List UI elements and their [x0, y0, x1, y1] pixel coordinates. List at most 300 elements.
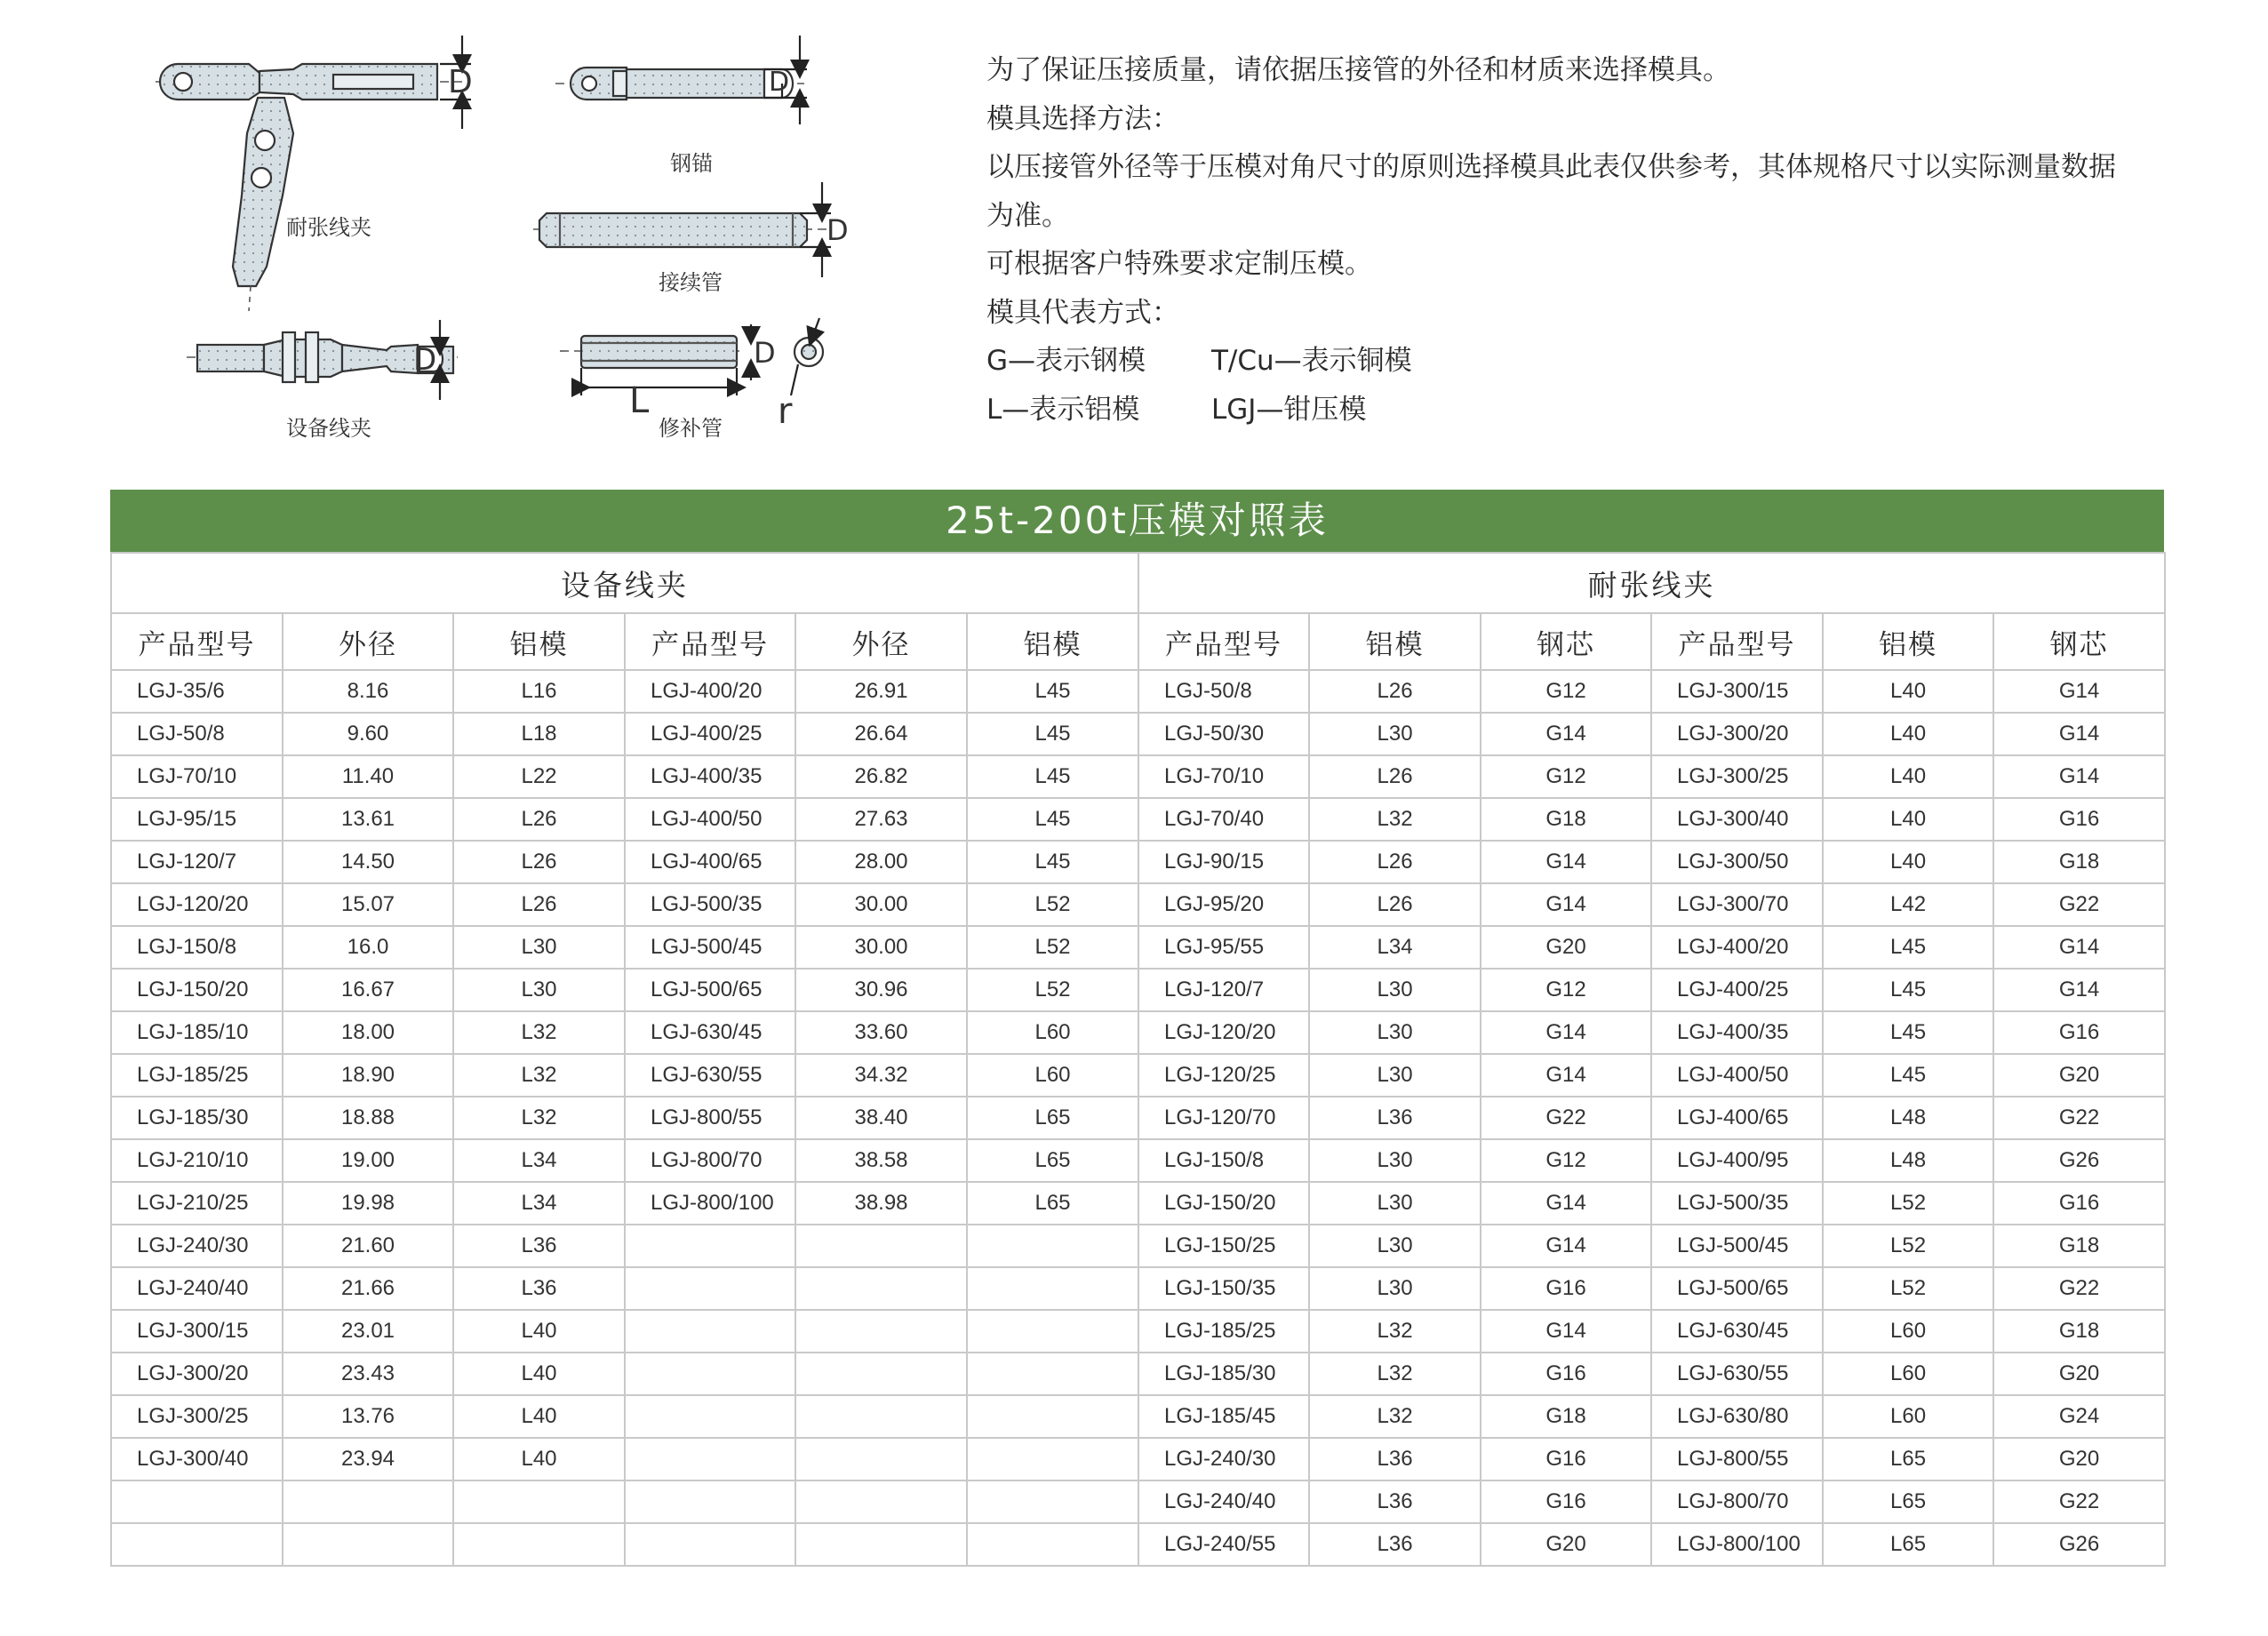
table-cell	[795, 1353, 967, 1395]
table-cell: L36	[1309, 1097, 1481, 1139]
data-table	[110, 552, 2166, 1567]
table-cell: 28.00	[795, 841, 967, 883]
table-cell: L36	[1309, 1438, 1481, 1480]
column-header-row	[111, 613, 2165, 670]
table-cell: L30	[1309, 1139, 1481, 1182]
table-cell: LGJ-800/100	[625, 1182, 795, 1225]
table-cell	[967, 1310, 1138, 1353]
table-cell: LGJ-400/25	[1651, 969, 1823, 1011]
table-cell: L52	[967, 926, 1138, 969]
table-cell: L30	[1309, 1267, 1481, 1310]
table-cell: L60	[1823, 1353, 1993, 1395]
column-header: 产品型号	[1138, 613, 1309, 670]
table-cell: L60	[1823, 1395, 1993, 1438]
table-row	[111, 1182, 2165, 1225]
table-cell: L32	[453, 1011, 625, 1054]
table-cell: LGJ-400/95	[1651, 1139, 1823, 1182]
repair-tube-drawing	[560, 318, 823, 395]
table-cell: L30	[1309, 1054, 1481, 1097]
table-cell: LGJ-500/65	[1651, 1267, 1823, 1310]
table-cell: L16	[453, 670, 625, 713]
table-cell: LGJ-500/45	[625, 926, 795, 969]
table-cell	[967, 1353, 1138, 1395]
splice-tube-caption: 接续管	[659, 270, 723, 295]
table-cell: LGJ-185/30	[1138, 1353, 1309, 1395]
splice-tube-drawing	[533, 182, 831, 277]
table-cell: G12	[1481, 670, 1651, 713]
table-cell: L48	[1823, 1097, 1993, 1139]
column-header: 产品型号	[625, 613, 795, 670]
table-cell: 21.66	[283, 1267, 453, 1310]
table-cell: L30	[1309, 969, 1481, 1011]
table-cell	[967, 1438, 1138, 1480]
table-cell: 23.94	[283, 1438, 453, 1480]
table-cell: L40	[1823, 755, 1993, 798]
table-cell: L30	[1309, 1011, 1481, 1054]
table-cell: LGJ-300/15	[111, 1310, 283, 1353]
table-cell: G20	[1993, 1054, 2165, 1097]
table-cell: LGJ-185/10	[111, 1011, 283, 1054]
table-cell	[111, 1480, 283, 1523]
table-cell: G12	[1481, 755, 1651, 798]
table-cell: 30.96	[795, 969, 967, 1011]
group-strain-clamp: 耐张线夹	[1138, 553, 2165, 613]
code-clamp-die: LGJ—钳压模	[1211, 393, 1367, 426]
steel-anchor-caption: 钢锚	[670, 151, 713, 176]
table-cell	[453, 1480, 625, 1523]
table-cell: G18	[1481, 1395, 1651, 1438]
table-cell: 14.50	[283, 841, 453, 883]
table-cell: LGJ-95/15	[111, 798, 283, 841]
table-cell: L26	[1309, 883, 1481, 926]
table-row	[111, 713, 2165, 755]
table-row	[111, 1480, 2165, 1523]
table-cell: LGJ-400/35	[625, 755, 795, 798]
table-cell: LGJ-300/70	[1651, 883, 1823, 926]
column-header: 铝模	[453, 613, 625, 670]
table-cell	[625, 1395, 795, 1438]
repair-l-label: L	[629, 380, 650, 421]
table-cell: G16	[1481, 1480, 1651, 1523]
table-title: 25t-200t压模对照表	[110, 490, 2164, 552]
table-cell: 18.90	[283, 1054, 453, 1097]
table-cell: LGJ-400/65	[625, 841, 795, 883]
table-cell: 15.07	[283, 883, 453, 926]
table-cell: L45	[1823, 1011, 1993, 1054]
table-cell: 33.60	[795, 1011, 967, 1054]
table-cell: L22	[453, 755, 625, 798]
table-cell: LGJ-630/45	[625, 1011, 795, 1054]
table-cell: G20	[1481, 1523, 1651, 1566]
note-line-codes-1	[986, 337, 2177, 386]
table-cell: L40	[1823, 841, 1993, 883]
table-cell: G22	[1993, 1480, 2165, 1523]
table-cell: G14	[1481, 1310, 1651, 1353]
code-steel-die: G—表示钢模	[986, 345, 1146, 377]
anchor-d-label: D	[769, 67, 790, 98]
table-cell: L45	[1823, 969, 1993, 1011]
table-cell: 23.43	[283, 1353, 453, 1395]
table-row	[111, 1267, 2165, 1310]
table-cell: LGJ-185/30	[111, 1097, 283, 1139]
code-copper-die: T/Cu—表示铜模	[1211, 345, 1412, 377]
table-cell: L45	[1823, 1054, 1993, 1097]
table-cell: L26	[1309, 670, 1481, 713]
table-cell: G14	[1993, 969, 2165, 1011]
table-cell: L60	[1823, 1310, 1993, 1353]
table-cell: 27.63	[795, 798, 967, 841]
column-header: 产品型号	[111, 613, 283, 670]
table-cell: LGJ-300/15	[1651, 670, 1823, 713]
table-cell: L36	[453, 1225, 625, 1267]
table-cell: LGJ-300/25	[1651, 755, 1823, 798]
table-cell: 18.00	[283, 1011, 453, 1054]
table-cell: G20	[1481, 926, 1651, 969]
table-cell: 19.98	[283, 1182, 453, 1225]
table-cell	[795, 1480, 967, 1523]
table-cell	[283, 1523, 453, 1566]
table-cell: 38.98	[795, 1182, 967, 1225]
table-cell: LGJ-150/8	[111, 926, 283, 969]
table-cell: L30	[453, 926, 625, 969]
table-cell: L65	[967, 1182, 1138, 1225]
table-cell: L32	[453, 1054, 625, 1097]
table-cell: L52	[967, 883, 1138, 926]
table-cell	[625, 1267, 795, 1310]
strain-clamp-d-label: D	[448, 64, 473, 100]
table-cell: LGJ-120/25	[1138, 1054, 1309, 1097]
table-row	[111, 1395, 2165, 1438]
table-cell: 21.60	[283, 1225, 453, 1267]
table-row	[111, 926, 2165, 969]
table-cell: L40	[453, 1395, 625, 1438]
table-cell: LGJ-240/30	[111, 1225, 283, 1267]
table-cell: LGJ-120/20	[1138, 1011, 1309, 1054]
table-cell: LGJ-150/25	[1138, 1225, 1309, 1267]
table-cell: LGJ-70/40	[1138, 798, 1309, 841]
table-cell: G14	[1481, 883, 1651, 926]
table-cell	[453, 1523, 625, 1566]
table-cell: L32	[1309, 798, 1481, 841]
table-cell: 30.00	[795, 926, 967, 969]
table-cell: LGJ-185/25	[111, 1054, 283, 1097]
table-cell: G20	[1993, 1438, 2165, 1480]
table-row	[111, 1310, 2165, 1353]
equipment-d-label: D	[413, 342, 437, 378]
table-cell: L45	[967, 670, 1138, 713]
table-cell: LGJ-630/45	[1651, 1310, 1823, 1353]
table-cell: L40	[453, 1438, 625, 1480]
table-cell: G18	[1993, 1225, 2165, 1267]
note-line-code-heading: 模具代表方式：	[986, 296, 1179, 329]
table-cell: L45	[967, 798, 1138, 841]
equipment-clamp-caption: 设备线夹	[286, 416, 371, 441]
column-header: 钢芯	[1481, 613, 1651, 670]
table-cell: L26	[453, 798, 625, 841]
table-cell: L36	[1309, 1523, 1481, 1566]
table-cell: L36	[1309, 1480, 1481, 1523]
table-cell: 8.16	[283, 670, 453, 713]
column-header: 产品型号	[1651, 613, 1823, 670]
table-cell: 13.76	[283, 1395, 453, 1438]
table-cell: L65	[1823, 1480, 1993, 1523]
table-cell: LGJ-240/40	[111, 1267, 283, 1310]
table-cell	[625, 1438, 795, 1480]
table-row	[111, 755, 2165, 798]
table-cell: LGJ-120/7	[111, 841, 283, 883]
column-header: 铝模	[967, 613, 1138, 670]
note-line-method-cont: 为准。	[986, 199, 1069, 232]
table-cell	[795, 1267, 967, 1310]
table-cell: L32	[1309, 1353, 1481, 1395]
table-cell: L45	[967, 713, 1138, 755]
table-cell: G18	[1993, 1310, 2165, 1353]
table-cell: LGJ-630/55	[625, 1054, 795, 1097]
table-cell: G14	[1481, 1011, 1651, 1054]
table-cell: G16	[1993, 1182, 2165, 1225]
note-line-custom: 可根据客户特殊要求定制压模。	[986, 248, 1372, 280]
table-cell: L18	[453, 713, 625, 755]
table-cell	[625, 1480, 795, 1523]
repair-r-label: r	[778, 391, 793, 432]
table-cell: LGJ-240/40	[1138, 1480, 1309, 1523]
column-header: 钢芯	[1993, 613, 2165, 670]
table-cell: G14	[1993, 926, 2165, 969]
table-cell: LGJ-70/10	[1138, 755, 1309, 798]
table-cell: L65	[967, 1097, 1138, 1139]
table-cell: G26	[1993, 1523, 2165, 1566]
table-cell: LGJ-500/45	[1651, 1225, 1823, 1267]
table-cell: 16.67	[283, 969, 453, 1011]
table-cell: L26	[1309, 755, 1481, 798]
table-cell: G14	[1481, 841, 1651, 883]
table-cell: LGJ-150/35	[1138, 1267, 1309, 1310]
table-cell: L60	[967, 1054, 1138, 1097]
table-cell: L52	[1823, 1182, 1993, 1225]
table-row	[111, 1438, 2165, 1480]
table-row	[111, 883, 2165, 926]
code-aluminum-die: L—表示铝模	[986, 393, 1140, 426]
table-cell: LGJ-90/15	[1138, 841, 1309, 883]
table-cell: 26.91	[795, 670, 967, 713]
table-cell: LGJ-400/20	[625, 670, 795, 713]
table-row	[111, 1097, 2165, 1139]
note-line-quality: 为了保证压接质量，请依据压接管的外径和材质来选择模具。	[986, 54, 1730, 86]
table-cell: G12	[1481, 969, 1651, 1011]
table-cell: L40	[1823, 713, 1993, 755]
table-cell: 34.32	[795, 1054, 967, 1097]
strain-clamp-caption: 耐张线夹	[286, 215, 371, 240]
table-cell: L30	[1309, 713, 1481, 755]
table-cell: L48	[1823, 1139, 1993, 1182]
table-cell: LGJ-800/55	[1651, 1438, 1823, 1480]
table-cell: LGJ-800/70	[1651, 1480, 1823, 1523]
table-cell: G14	[1993, 713, 2165, 755]
table-cell: LGJ-300/40	[1651, 798, 1823, 841]
note-line-codes-2	[986, 386, 2177, 435]
table-cell: 18.88	[283, 1097, 453, 1139]
table-row	[111, 841, 2165, 883]
splice-d-label: D	[827, 213, 849, 247]
table-cell: L40	[453, 1353, 625, 1395]
table-cell: L65	[1823, 1523, 1993, 1566]
table-cell	[625, 1225, 795, 1267]
table-cell: G18	[1481, 798, 1651, 841]
table-cell: 23.01	[283, 1310, 453, 1353]
table-cell: LGJ-150/20	[111, 969, 283, 1011]
note-line-method: 以压接管外径等于压模对角尺寸的原则选择模具此表仅供参考，其体规格尺寸以实际测量数据	[986, 151, 2116, 183]
table-cell: 30.00	[795, 883, 967, 926]
table-cell	[111, 1523, 283, 1566]
table-cell: L30	[453, 969, 625, 1011]
table-cell: LGJ-630/80	[1651, 1395, 1823, 1438]
table-cell: L45	[967, 841, 1138, 883]
column-header: 铝模	[1309, 613, 1481, 670]
table-cell	[967, 1225, 1138, 1267]
table-cell: LGJ-800/100	[1651, 1523, 1823, 1566]
table-cell: LGJ-95/55	[1138, 926, 1309, 969]
table-cell: L26	[453, 841, 625, 883]
table-cell: L30	[1309, 1225, 1481, 1267]
table-cell: G14	[1481, 1054, 1651, 1097]
table-cell: G22	[1993, 883, 2165, 926]
table-cell	[625, 1310, 795, 1353]
note-line-method-heading: 模具选择方法：	[986, 102, 1179, 135]
table-cell: L45	[967, 755, 1138, 798]
table-cell: 9.60	[283, 713, 453, 755]
table-cell: LGJ-185/25	[1138, 1310, 1309, 1353]
table-cell: L45	[1823, 926, 1993, 969]
table-cell: LGJ-800/55	[625, 1097, 795, 1139]
table-cell: LGJ-300/20	[111, 1353, 283, 1395]
table-cell: LGJ-800/70	[625, 1139, 795, 1182]
table-cell: L26	[453, 883, 625, 926]
table-cell: LGJ-500/35	[625, 883, 795, 926]
table-cell: G24	[1993, 1395, 2165, 1438]
table-cell: LGJ-400/65	[1651, 1097, 1823, 1139]
table-cell: L40	[1823, 798, 1993, 841]
table-cell: LGJ-240/30	[1138, 1438, 1309, 1480]
table-cell: 26.64	[795, 713, 967, 755]
table-cell: G14	[1481, 1225, 1651, 1267]
table-cell	[795, 1523, 967, 1566]
table-cell: G14	[1993, 670, 2165, 713]
table-cell: LGJ-210/10	[111, 1139, 283, 1182]
table-cell: LGJ-400/20	[1651, 926, 1823, 969]
table-cell: LGJ-50/8	[1138, 670, 1309, 713]
table-row	[111, 1139, 2165, 1182]
table-cell: LGJ-150/8	[1138, 1139, 1309, 1182]
table-cell: L65	[967, 1139, 1138, 1182]
table-cell: LGJ-300/25	[111, 1395, 283, 1438]
table-cell: LGJ-50/30	[1138, 713, 1309, 755]
table-cell: LGJ-185/45	[1138, 1395, 1309, 1438]
repair-d-label: D	[754, 336, 776, 370]
table-cell: L52	[1823, 1225, 1993, 1267]
table-row	[111, 1523, 2165, 1566]
table-cell: LGJ-70/10	[111, 755, 283, 798]
table-cell: L34	[1309, 926, 1481, 969]
table-row	[111, 1011, 2165, 1054]
table-cell: LGJ-300/40	[111, 1438, 283, 1480]
table-cell: LGJ-300/50	[1651, 841, 1823, 883]
table-cell: G22	[1993, 1097, 2165, 1139]
table-cell: L26	[1309, 841, 1481, 883]
column-header: 外径	[795, 613, 967, 670]
table-cell: LGJ-400/25	[625, 713, 795, 755]
die-comparison-table	[110, 490, 2164, 1567]
table-cell: LGJ-95/20	[1138, 883, 1309, 926]
table-cell	[283, 1480, 453, 1523]
table-cell: G16	[1481, 1353, 1651, 1395]
table-cell: LGJ-400/35	[1651, 1011, 1823, 1054]
table-cell: L52	[967, 969, 1138, 1011]
table-cell: 16.0	[283, 926, 453, 969]
column-header: 外径	[283, 613, 453, 670]
table-cell	[625, 1353, 795, 1395]
table-cell: L32	[1309, 1395, 1481, 1438]
table-cell	[795, 1395, 967, 1438]
group-equipment-clamp: 设备线夹	[111, 553, 1138, 613]
table-cell: 11.40	[283, 755, 453, 798]
table-body	[111, 670, 2165, 1566]
table-cell	[795, 1438, 967, 1480]
repair-tube-caption: 修补管	[659, 416, 723, 441]
table-cell: LGJ-120/20	[111, 883, 283, 926]
table-cell: 19.00	[283, 1139, 453, 1182]
table-cell: L60	[967, 1011, 1138, 1054]
table-cell: G16	[1481, 1438, 1651, 1480]
table-cell: 26.82	[795, 755, 967, 798]
selection-notes	[986, 46, 2177, 434]
table-cell	[967, 1395, 1138, 1438]
table-cell	[625, 1523, 795, 1566]
table-row	[111, 1353, 2165, 1395]
table-cell: L42	[1823, 883, 1993, 926]
table-cell: L32	[453, 1097, 625, 1139]
table-row	[111, 670, 2165, 713]
table-row	[111, 1225, 2165, 1267]
table-cell: G20	[1993, 1353, 2165, 1395]
table-cell: LGJ-630/55	[1651, 1353, 1823, 1395]
table-cell: LGJ-120/70	[1138, 1097, 1309, 1139]
table-cell: G22	[1481, 1097, 1651, 1139]
table-row	[111, 798, 2165, 841]
table-cell: G26	[1993, 1139, 2165, 1182]
fitting-diagrams	[0, 0, 942, 462]
table-cell: LGJ-35/6	[111, 670, 283, 713]
table-cell: LGJ-210/25	[111, 1182, 283, 1225]
table-cell: L34	[453, 1139, 625, 1182]
table-cell: L40	[453, 1310, 625, 1353]
table-row	[111, 1054, 2165, 1097]
table-row	[111, 969, 2165, 1011]
table-cell: L52	[1823, 1267, 1993, 1310]
table-cell: LGJ-500/35	[1651, 1182, 1823, 1225]
group-header-row	[111, 553, 2165, 613]
table-cell: LGJ-400/50	[1651, 1054, 1823, 1097]
table-cell: G16	[1993, 1011, 2165, 1054]
table-cell: L65	[1823, 1438, 1993, 1480]
column-header: 铝模	[1823, 613, 1993, 670]
table-cell: G18	[1993, 841, 2165, 883]
table-cell: LGJ-400/50	[625, 798, 795, 841]
table-cell	[967, 1523, 1138, 1566]
table-cell	[795, 1310, 967, 1353]
table-cell: G16	[1993, 798, 2165, 841]
table-cell: 38.40	[795, 1097, 967, 1139]
table-cell	[795, 1225, 967, 1267]
